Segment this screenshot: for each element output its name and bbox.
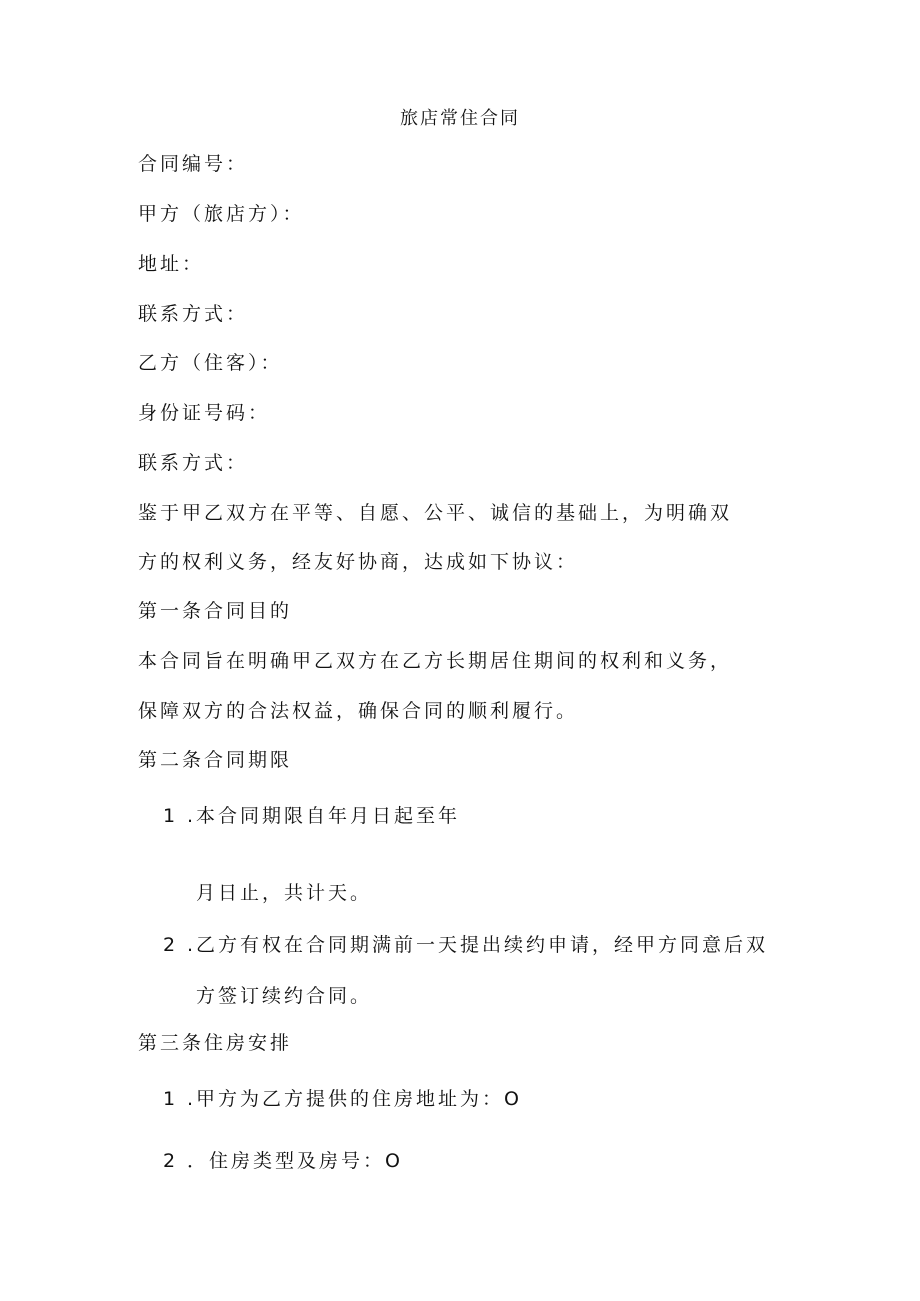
- item-text: .乙方有权在合同期满前一天提出续约申请，经甲方同意后双: [187, 934, 769, 956]
- article1-line: 保障双方的合法权益，确保合同的顺利履行。: [138, 700, 579, 722]
- article1-line: 本合同旨在明确甲乙双方在乙方长期居住期间的权利和义务，: [138, 650, 733, 672]
- article3-heading: 第三条住房安排: [138, 1032, 293, 1054]
- article2-item1: [163, 803, 460, 829]
- item-number: 2: [163, 934, 179, 956]
- item-number: 1: [163, 1088, 179, 1110]
- article3-item2: [163, 1148, 403, 1174]
- item-number: 1: [163, 805, 179, 827]
- field-party-a: 甲方（旅店方）：: [138, 203, 305, 225]
- field-contract-no: 合同编号：: [138, 153, 249, 175]
- field-contact-a: 联系方式：: [138, 303, 249, 325]
- article3-item1: [163, 1086, 522, 1112]
- article2-item2-continuation: 方签订续约合同。: [196, 985, 373, 1007]
- preamble-line: 鉴于甲乙双方在平等、自愿、公平、诚信的基础上，为明确双: [138, 502, 733, 524]
- item-number: 2: [163, 1150, 179, 1172]
- article2-item1-continuation: 月日止，共计天。: [196, 882, 373, 904]
- item-text: ．住房类型及房号：O: [187, 1150, 403, 1172]
- field-contact-b: 联系方式：: [138, 452, 249, 474]
- item-text: .甲方为乙方提供的住房地址为：O: [187, 1088, 522, 1110]
- document-title: 旅店常住合同: [400, 108, 520, 129]
- item-text: .本合同期限自年月日起至年: [187, 805, 461, 827]
- field-address: 地址：: [138, 253, 205, 275]
- field-id-no: 身份证号码：: [138, 402, 271, 424]
- preamble-line: 方的权利义务，经友好协商，达成如下协议：: [138, 551, 579, 573]
- field-party-b: 乙方（住客）：: [138, 352, 283, 374]
- article2-heading: 第二条合同期限: [138, 749, 293, 771]
- article1-heading: 第一条合同目的: [138, 600, 293, 622]
- article2-item2: [163, 932, 768, 958]
